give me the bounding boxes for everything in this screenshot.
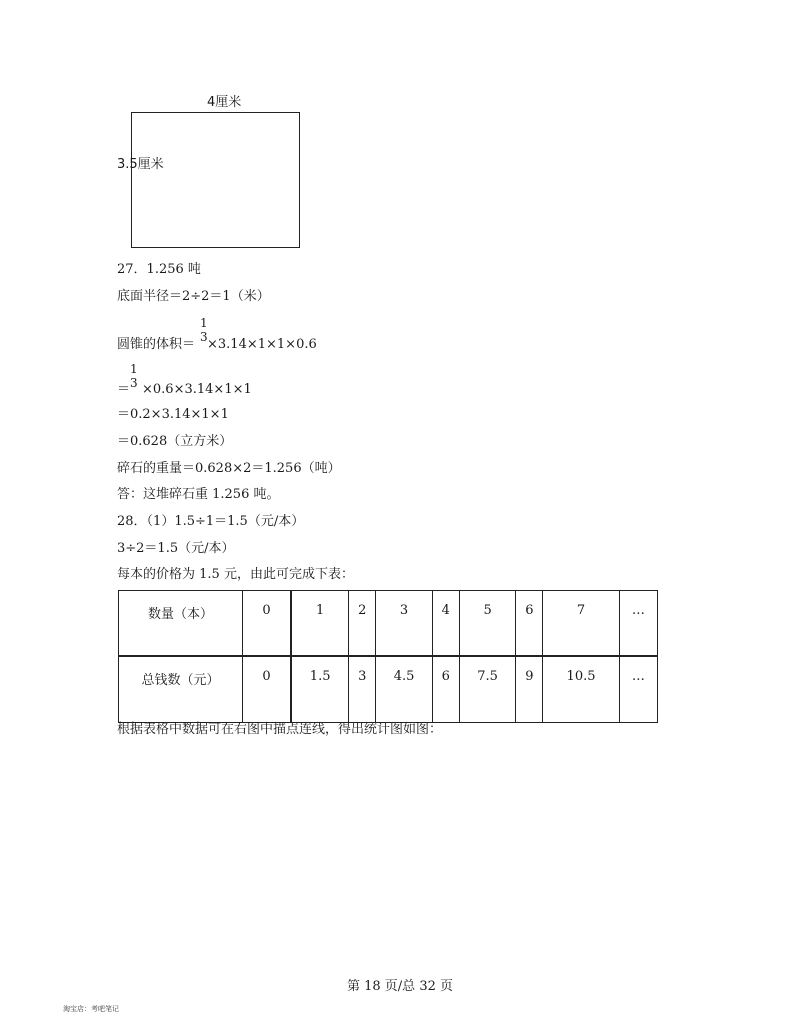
- price-table: [118, 590, 658, 723]
- fraction-numerator: 1: [130, 362, 138, 376]
- fraction-numerator: 1: [200, 316, 208, 330]
- table-cell: 1.5: [291, 656, 349, 723]
- table-cell: 5: [459, 591, 516, 657]
- q27-step1-prefix: ＝: [117, 382, 131, 397]
- table-cell: 4: [432, 591, 459, 657]
- rect-width-label: 4厘米: [207, 95, 242, 110]
- shop-stamp: 淘宝店：考吧笔记: [63, 1005, 119, 1013]
- table-cell: 4.5: [376, 656, 433, 723]
- q27-title: 27．1.256 吨: [117, 262, 201, 277]
- table-row: [119, 656, 658, 723]
- table-cell: …: [619, 656, 657, 723]
- q27-line-step3: ＝0.628（立方米）: [117, 434, 233, 449]
- table-cell: …: [619, 591, 657, 657]
- rect-height-label: 3.5厘米: [117, 157, 164, 172]
- q27-step1-rest: ×0.6×3.14×1×1: [142, 382, 252, 397]
- q28-after-table: 根据表格中数据可在右图中描点连线，得出统计图如图：: [117, 722, 443, 737]
- q27-line-volume: [117, 337, 317, 353]
- q27-line-step2: ＝0.2×3.14×1×1: [117, 407, 229, 422]
- q27-line-radius: 底面半径＝2÷2＝1（米）: [117, 289, 270, 304]
- table-cell: 0: [243, 591, 292, 657]
- row-header-quantity: 数量（本）: [119, 591, 243, 657]
- q28-line-1: 28．（1）1.5÷1＝1.5（元/本）: [117, 514, 305, 529]
- q28-line-2: 3÷2＝1.5（元/本）: [117, 541, 235, 556]
- rectangle-figure: [131, 112, 300, 248]
- page-footer: 第 18 页/总 32 页: [347, 979, 453, 994]
- table-cell: 3: [376, 591, 433, 657]
- table-cell: 9: [516, 656, 543, 723]
- fraction-denominator: 3: [130, 376, 138, 390]
- table-cell: 7.5: [459, 656, 516, 723]
- q27-volume-prefix: 圆锥的体积＝: [117, 337, 196, 352]
- fraction-denominator: 3: [200, 330, 208, 344]
- table-cell: 0: [243, 656, 292, 723]
- table-cell: 1: [291, 591, 349, 657]
- table-cell: 7: [543, 591, 619, 657]
- q27-line-step1: [117, 382, 252, 398]
- table-cell: 2: [349, 591, 376, 657]
- table-cell: 6: [516, 591, 543, 657]
- q27-line-weight: 碎石的重量＝0.628×2＝1.256（吨）: [117, 461, 341, 476]
- q27-volume-rest: ×3.14×1×1×0.6: [207, 337, 317, 352]
- q28-line-3: 每本的价格为 1.5 元，由此可完成下表：: [117, 567, 354, 582]
- table-cell: 10.5: [543, 656, 619, 723]
- table-row: [119, 591, 658, 657]
- table-cell: 3: [349, 656, 376, 723]
- row-header-total: 总钱数（元）: [119, 656, 243, 723]
- q27-answer: 答：这堆碎石重 1.256 吨。: [117, 487, 280, 502]
- table-cell: 6: [432, 656, 459, 723]
